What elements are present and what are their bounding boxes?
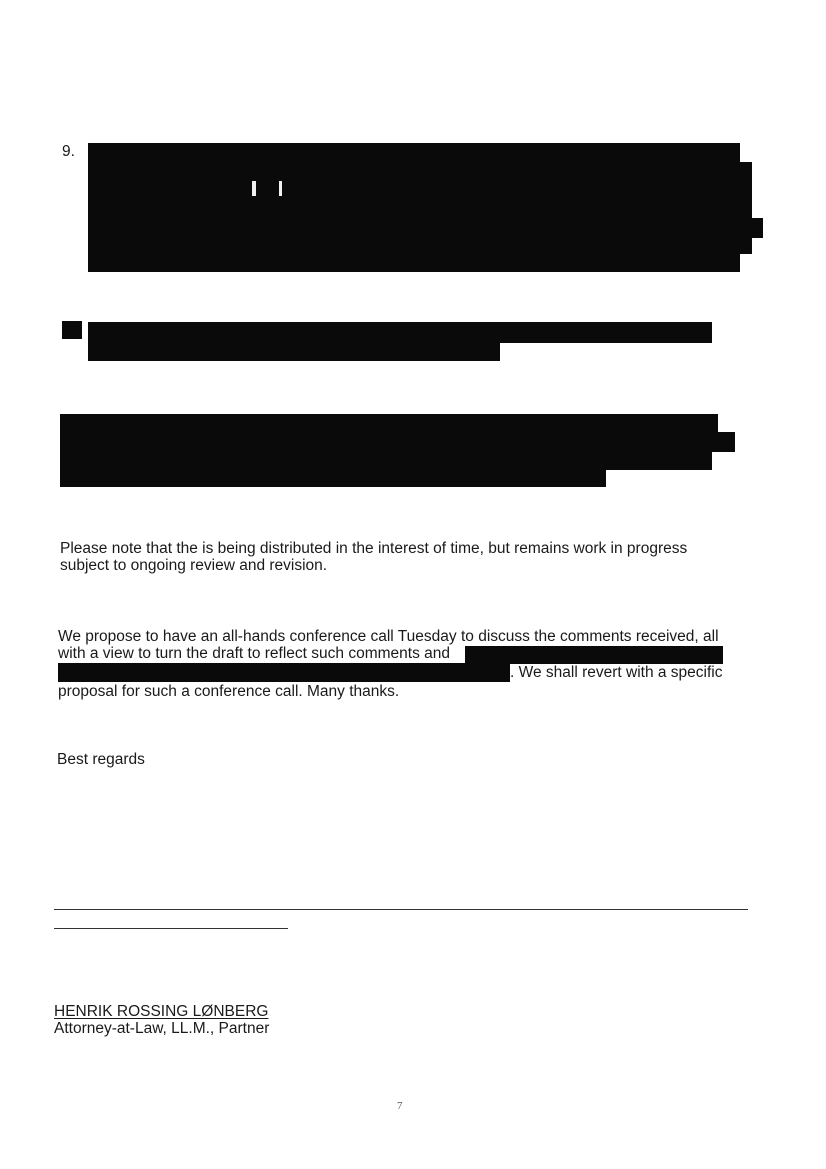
signature-rule-short bbox=[54, 928, 288, 929]
note-paragraph-line-2: subject to ongoing review and revision. bbox=[60, 557, 328, 574]
call-paragraph-line-1: We propose to have an all-hands conference call Tuesday to discuss the comments received, all bbox=[58, 628, 719, 645]
note-paragraph-line-1: Please note that the is being distributed in the interest of time, but remains work in progress bbox=[60, 540, 688, 557]
signature-rule-long bbox=[54, 909, 748, 910]
signatory-title: Attorney-at-Law, LL.M., Partner bbox=[54, 1020, 270, 1037]
page-number: 7 bbox=[397, 1100, 403, 1112]
salutation: Best regards bbox=[57, 751, 145, 768]
call-paragraph-line-4: proposal for such a conference call. Many thanks. bbox=[58, 683, 400, 700]
call-paragraph-line-2: with a view to turn the draft to reflect such comments and bbox=[58, 645, 450, 662]
section-number: 9. bbox=[62, 143, 75, 160]
signatory-name: HENRIK ROSSING LØNBERG bbox=[54, 1003, 269, 1020]
call-paragraph-line-3-tail: . We shall revert with a specific bbox=[510, 664, 723, 681]
